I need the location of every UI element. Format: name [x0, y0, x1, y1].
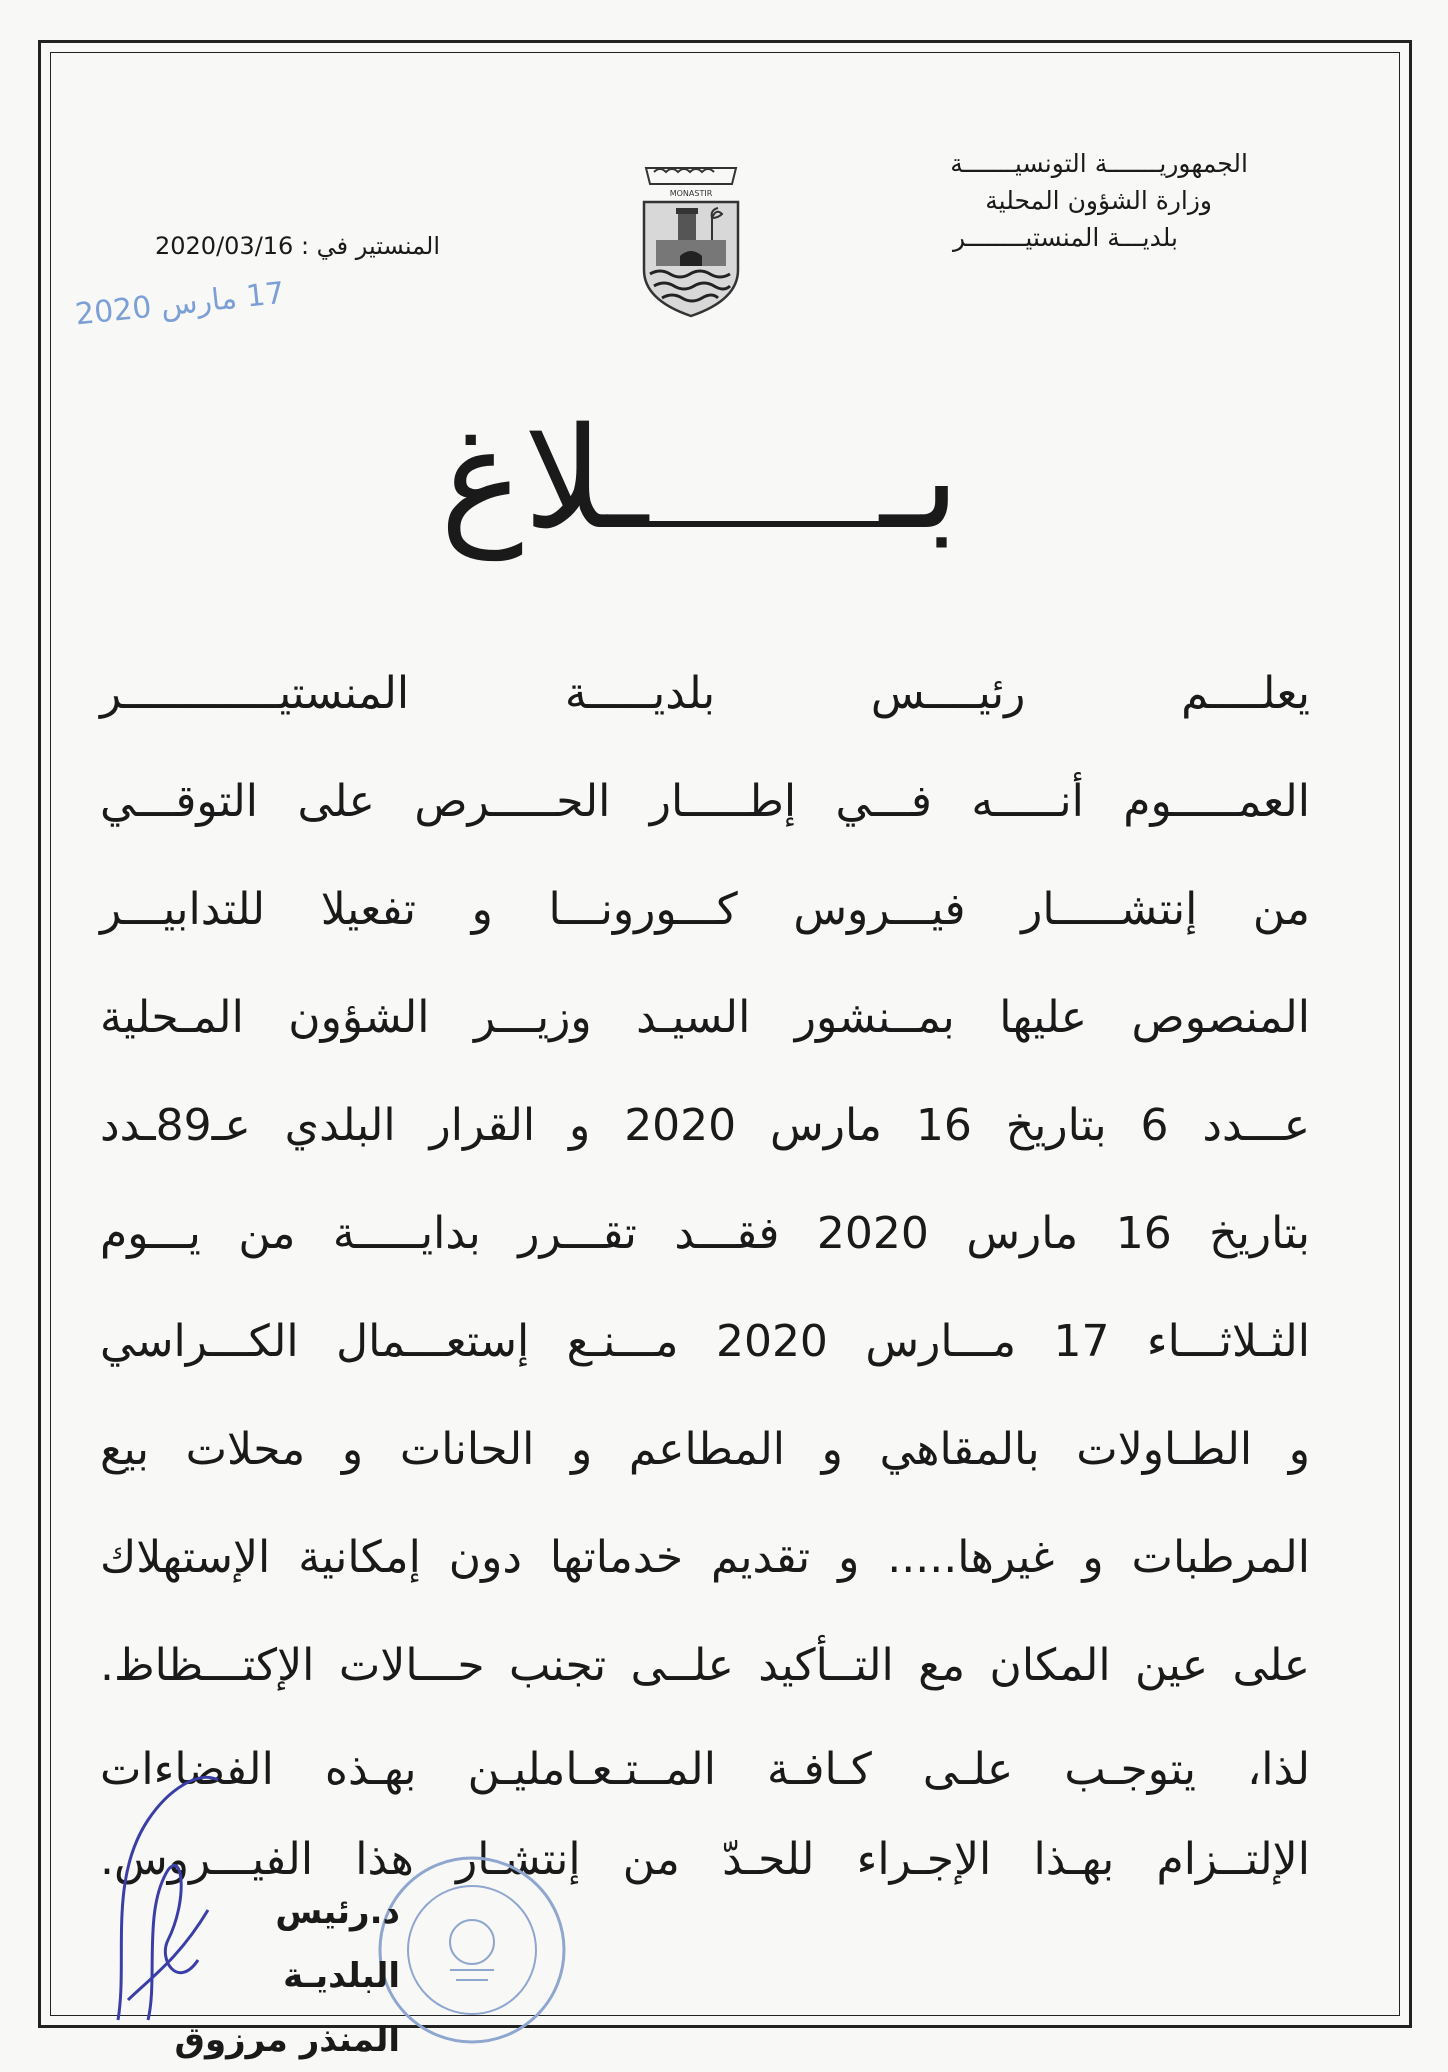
- signatory-title: د.رئيس البلديـة: [275, 1892, 400, 1996]
- title-end: ـلاغ: [439, 398, 649, 561]
- monastir-crest-logo: [636, 160, 746, 320]
- signatory-name: المنذر مرزوق: [174, 2020, 400, 2060]
- signature-block: [160, 1880, 400, 2072]
- body-line: عـــدد 6 بتاريخ 16 مارس 2020 و القرار البلدي عـ89ـدد: [100, 1100, 1311, 1151]
- body-line: على عين المكان مع التــأكيد علــى تجنب حـــالات الإكتـــظاظ.: [100, 1640, 1310, 1691]
- received-date-stamp: 17 مارس 2020: [73, 275, 287, 333]
- letterhead: [888, 145, 1248, 256]
- body-line: المرطبات و غيرها..... و تقديم خدماتها دون إمكانية الإستهلاك: [100, 1532, 1310, 1583]
- logo-caption: MONASTIR: [669, 189, 713, 198]
- letterhead-municipality: بلديـــة المنستيــــــــر: [953, 223, 1178, 252]
- conclusion-line: لذا، يتوجـب علـى كـافـة المــتـعـامليـن بهـذه الفضاءات: [100, 1744, 1310, 1795]
- body-line: و الطـاولات بالمقاهي و المطاعم و الحانات و محلات بيع: [100, 1424, 1310, 1475]
- body-line: يعلــــم رئيــــس بلديـــــة المنستيــــــــــــر: [100, 668, 1310, 719]
- body-line: الثـلاثـــاء 17 مـــارس 2020 مـــنـع إستعـــمال الكـــراسي: [100, 1316, 1310, 1367]
- body-line: المنصوص عليها بمــنشور السيـد وزيـــر الشؤون المـحلية: [100, 992, 1310, 1043]
- announcement-body: [100, 640, 1310, 1720]
- body-line: العمـــــوم أنـــــه فـــي إطـــــار الحـــــرص على التوقـــي: [100, 776, 1310, 827]
- letterhead-republic: الجمهوريـــــــة التونسيـــــــة: [950, 149, 1248, 178]
- conclusion-line: الإلتــزام بهـذا الإجـراء للحـدّ من إنتشـار هذا الفيـــروس.: [100, 1834, 1310, 1885]
- letterhead-ministry: وزارة الشؤون المحلية: [985, 186, 1212, 215]
- document-title: [400, 390, 1000, 570]
- body-line: من إنتشـــــار فيـــروس كـــورونـــا و تفعيلا للتدابيـــر: [100, 884, 1310, 935]
- official-seal-stamp: [372, 1850, 572, 2050]
- issue-date: المنستير في : 2020/03/16: [154, 232, 440, 260]
- title-kashida: [644, 441, 884, 527]
- body-line: بتاريخ 16 مارس 2020 فقـــد تقـــرر بدايـــــة من يـــوم: [100, 1208, 1311, 1259]
- title-start: بـ: [880, 398, 961, 561]
